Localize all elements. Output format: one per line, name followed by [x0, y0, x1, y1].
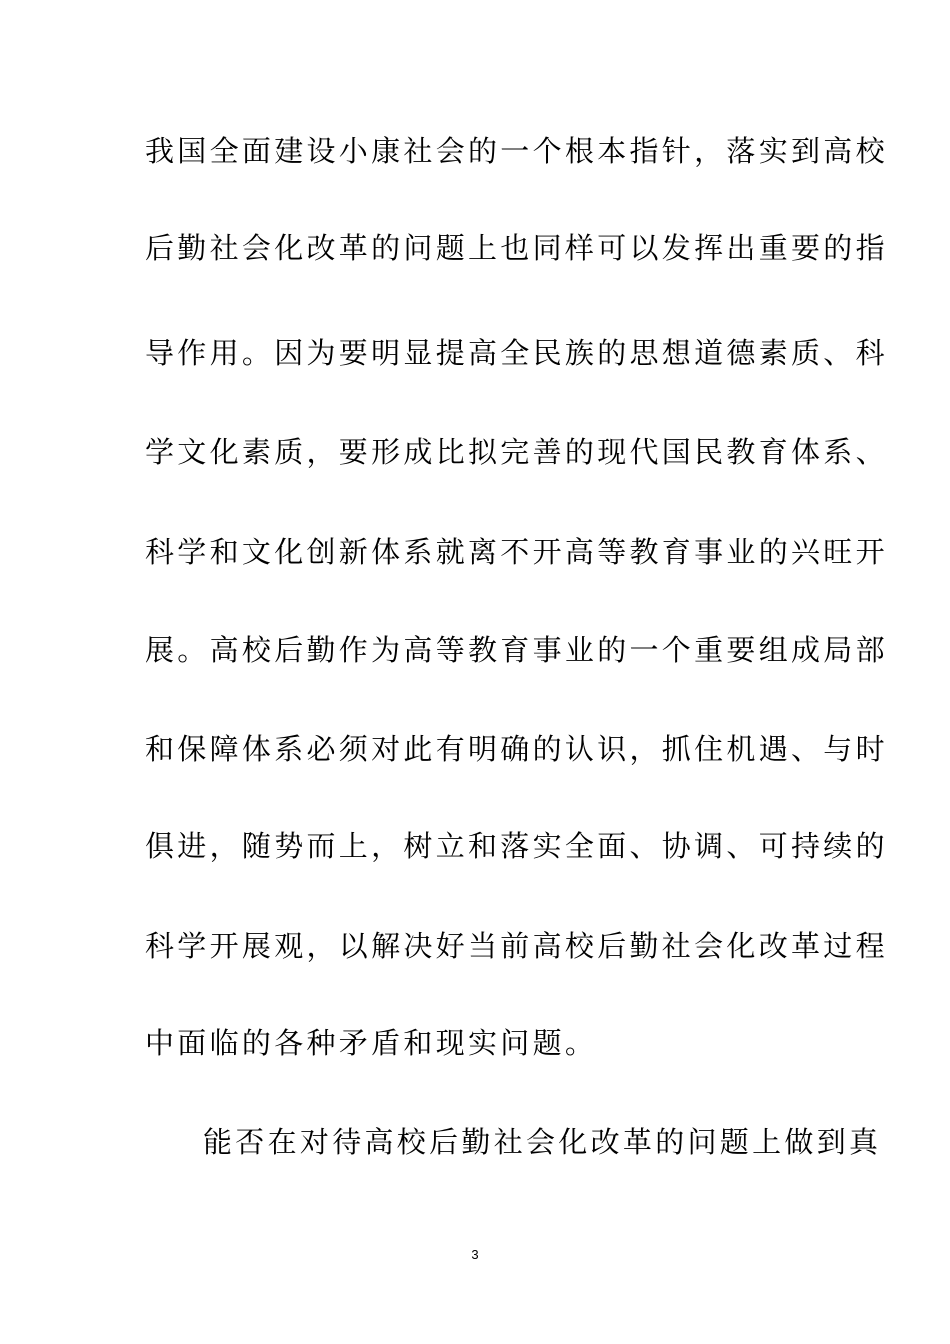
body-text-line: 俱进，随势而上，树立和落实全面、协调、可持续的 [145, 829, 888, 863]
body-text-line: 后勤社会化改革的问题上也同样可以发挥出重要的指 [145, 231, 888, 265]
body-text-line: 科学和文化创新体系就离不开高等教育事业的兴旺开 [145, 535, 888, 569]
body-text-line: 我国全面建设小康社会的一个根本指针，落实到高校 [145, 134, 888, 168]
body-text-line: 中面临的各种矛盾和现实问题。 [145, 1026, 598, 1060]
body-text-line: 展。高校后勤作为高等教育事业的一个重要组成局部 [145, 633, 888, 667]
body-text-line: 科学开展观，以解决好当前高校后勤社会化改革过程 [145, 929, 888, 963]
page-number: 3 [471, 1247, 479, 1262]
body-text-line: 导作用。因为要明显提高全民族的思想道德素质、科 [145, 336, 888, 370]
paragraph-first-line: 能否在对待高校后勤社会化改革的问题上做到真 [203, 1125, 882, 1159]
body-text-line: 和保障体系必须对此有明确的认识，抓住机遇、与时 [145, 732, 888, 766]
body-text-line: 学文化素质，要形成比拟完善的现代国民教育体系、 [145, 435, 888, 469]
